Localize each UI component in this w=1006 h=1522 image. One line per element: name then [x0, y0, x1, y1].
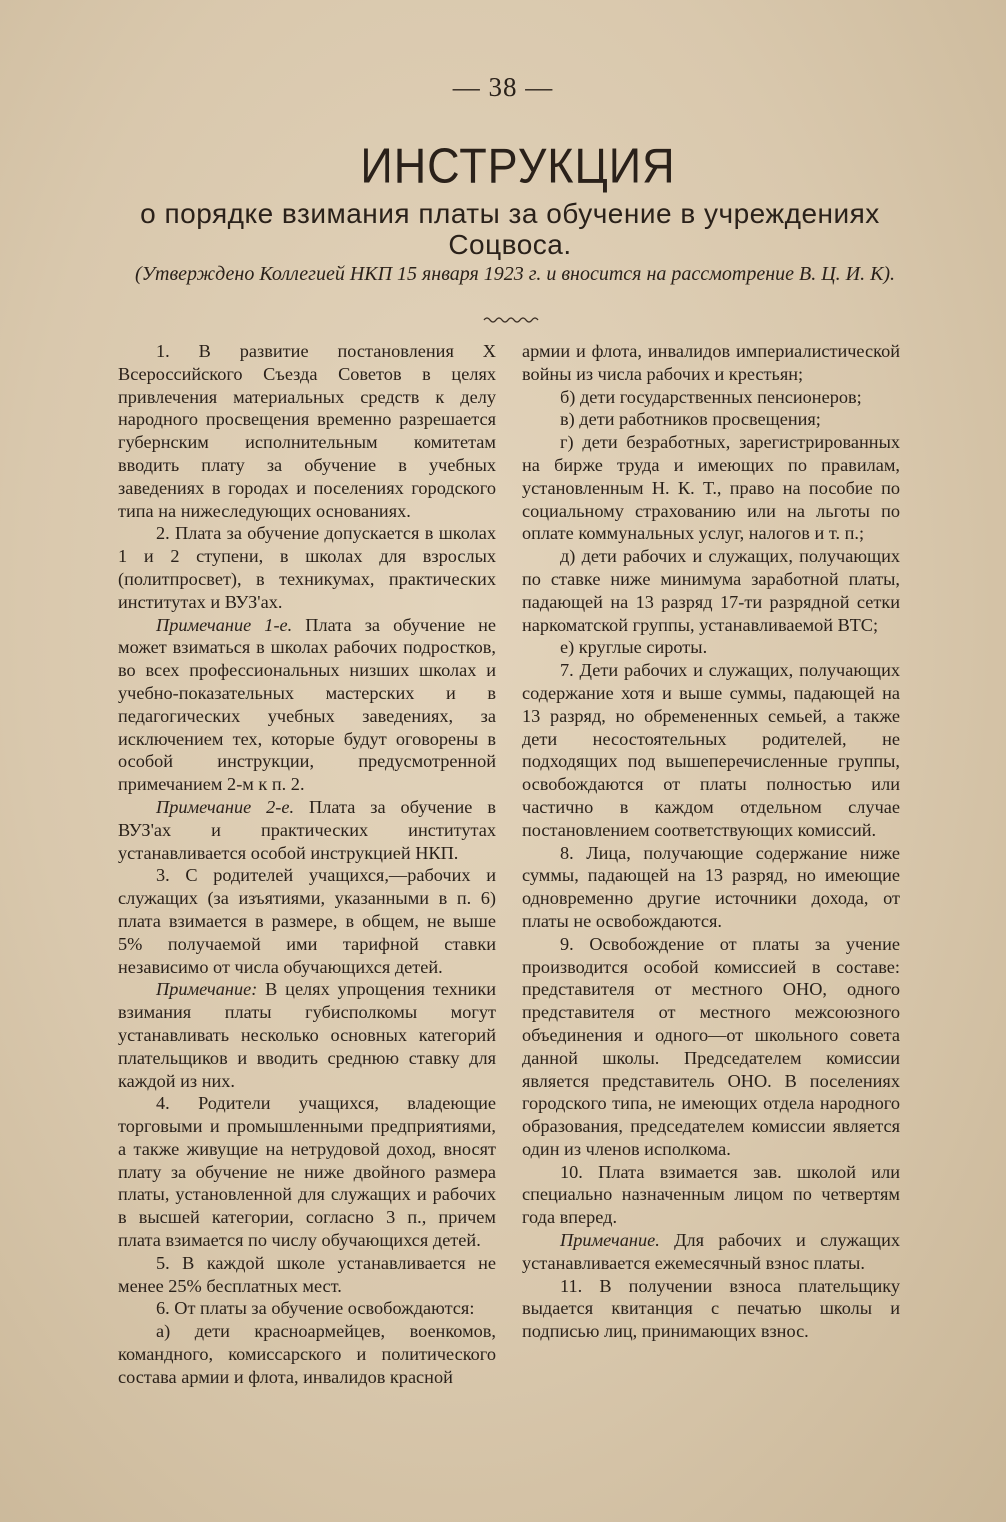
- paragraph: 4. Родители учащихся, владеющие торговыми и промышленными предприятиями, а также живущие на нетрудовой доход, вносят плату за обучение не ниже двойного размера платы, установленной для служащих и рабочих в высшей категории, согласно 3 п., причем плата взимается по числу обучающихся детей.: [118, 1093, 496, 1251]
- approval-note: (Утверждено Коллегией НКП 15 января 1923 г. и вносится на рассмотрение В. Ц. И. К).: [134, 263, 896, 285]
- paragraph: [522, 1229, 900, 1275]
- paragraph: е) круглые сироты.: [560, 637, 708, 658]
- paragraph: 2. Плата за обучение допускается в школах 1 и 2 ступени, в школах для взрослых (политпросвет), в техникумах, практических институтах и ВУЗ'ах.: [118, 523, 496, 612]
- paragraph: [118, 614, 496, 796]
- note-label: Примечание.: [560, 1230, 660, 1251]
- page-number: — 38 —: [452, 72, 554, 102]
- paragraph: д) дети рабочих и служащих, получающих по ставке ниже минимума заработной платы, падающей на 13 разряд 17-ти разрядной сетки наркоматской группы, устанавливаемой ВТС;: [522, 546, 900, 635]
- note-text: Для рабочих и служащих устанавливается ежемесячный взнос платы.: [522, 1230, 900, 1273]
- paragraph: 11. В получении взноса плательщику выдается квитанция с печатью школы и подписью лиц, принимающих взнос.: [522, 1275, 900, 1342]
- paragraph: [118, 796, 496, 864]
- paragraph: в) дети работников просвещения;: [560, 409, 821, 430]
- paragraph: г) дети безработных, зарегистрированных на бирже труда и имеющих по правилам, установленным Н. К. Т., право на пособие по социальному страхованию или на льготы по оплате коммунальных услуг, налогов и т. п.;: [522, 432, 900, 544]
- right-column: [522, 340, 900, 1343]
- note-text: В целях упрощения техники взимания платы губисполкомы могут устанавливать несколько основных категорий плательщиков и вводить среднюю ставку для каждой из них.: [118, 979, 496, 1091]
- note-text: Плата за обучение в ВУЗ'ах и практических институтах устанавливается особой инструкцией НКП.: [118, 796, 496, 863]
- note-label: Примечание 1-е.: [156, 614, 293, 635]
- paragraph: 7. Дети рабочих и служащих, получающих содержание хотя и выше суммы, падающей на 13 разряд, но обремененных семьей, а также дети несостоятельных родителей, не подходящих под вышеперечисленные группы, освобождаются от платы полностью или частично в каждом отдельном случае постановлением соответствующих комиссий.: [522, 660, 900, 840]
- paragraph: армии и флота, инвалидов империалистической войны из числа рабочих и крестьян;: [522, 341, 900, 384]
- paragraph: 6. От платы за обучение освобождаются:: [156, 1298, 475, 1319]
- paragraph: [118, 978, 496, 1092]
- note-label: Примечание:: [156, 979, 258, 1000]
- paragraph: а) дети красноармейцев, военкомов, командного, комиссарского и политического состава армии и флота, инвалидов красной: [118, 1321, 496, 1387]
- paragraph: 8. Лица, получающие содержание ниже суммы, падающей на 13 разряд, но имеющие одновременно другие источники дохода, от платы не освобождаются.: [522, 842, 900, 931]
- paragraph: 5. В каждой школе устанавливается не менее 25% бесплатных мест.: [118, 1252, 496, 1296]
- paragraph: 10. Плата взимается зав. школой или специально назначенным лицом по четвертям года вперед.: [522, 1161, 900, 1228]
- document-subtitle: о порядке взимания платы за обучение в учреждениях Соцвоса.: [140, 198, 880, 260]
- paragraph: 9. Освобождение от платы за учение производится особой комиссией в составе: представителя от местного ОНО, одного представителя от местного межсоюзного объединения и одного—от школьного совета данной школы. Председателем комиссии является представитель ОНО. В поселениях городского типа, не имеющих отдела народного образования, председателем комиссии является один из членов исполкома.: [522, 933, 900, 1159]
- wave-ornament: [482, 315, 540, 325]
- note-text: Плата за обучение не может взиматься в школах рабочих подростков, во всех профессиональных низших школах и учебно-показательных мастерских и в педагогических учебных заведениях, за исключением тех, которые будут оговорены в особой инструкции, предусмотренной примечанием 2-м к п. 2.: [118, 614, 496, 795]
- paragraph: б) дети государственных пенсионеров;: [560, 386, 862, 407]
- paragraph: 3. С родителей учащихся,—рабочих и служащих (за изъятиями, указанными в п. 6) плата взимается в размере, в общем, не выше 5% получаемой ими тарифной ставки независимо от числа обучающихся детей.: [118, 865, 496, 977]
- left-column: [118, 340, 496, 1389]
- note-label: Примечание 2-е.: [156, 796, 295, 817]
- document-title: ИНСТРУКЦИЯ: [360, 137, 676, 194]
- paragraph: 1. В развитие постановления X Всероссийского Съезда Советов в целях привлечения материальных средств к делу народного просвещения временно разрешается губернским исполнительным комитетам вводить плату за обучение в учебных заведениях в городах и поселениях городского типа на нижеследующих основаниях.: [118, 341, 496, 521]
